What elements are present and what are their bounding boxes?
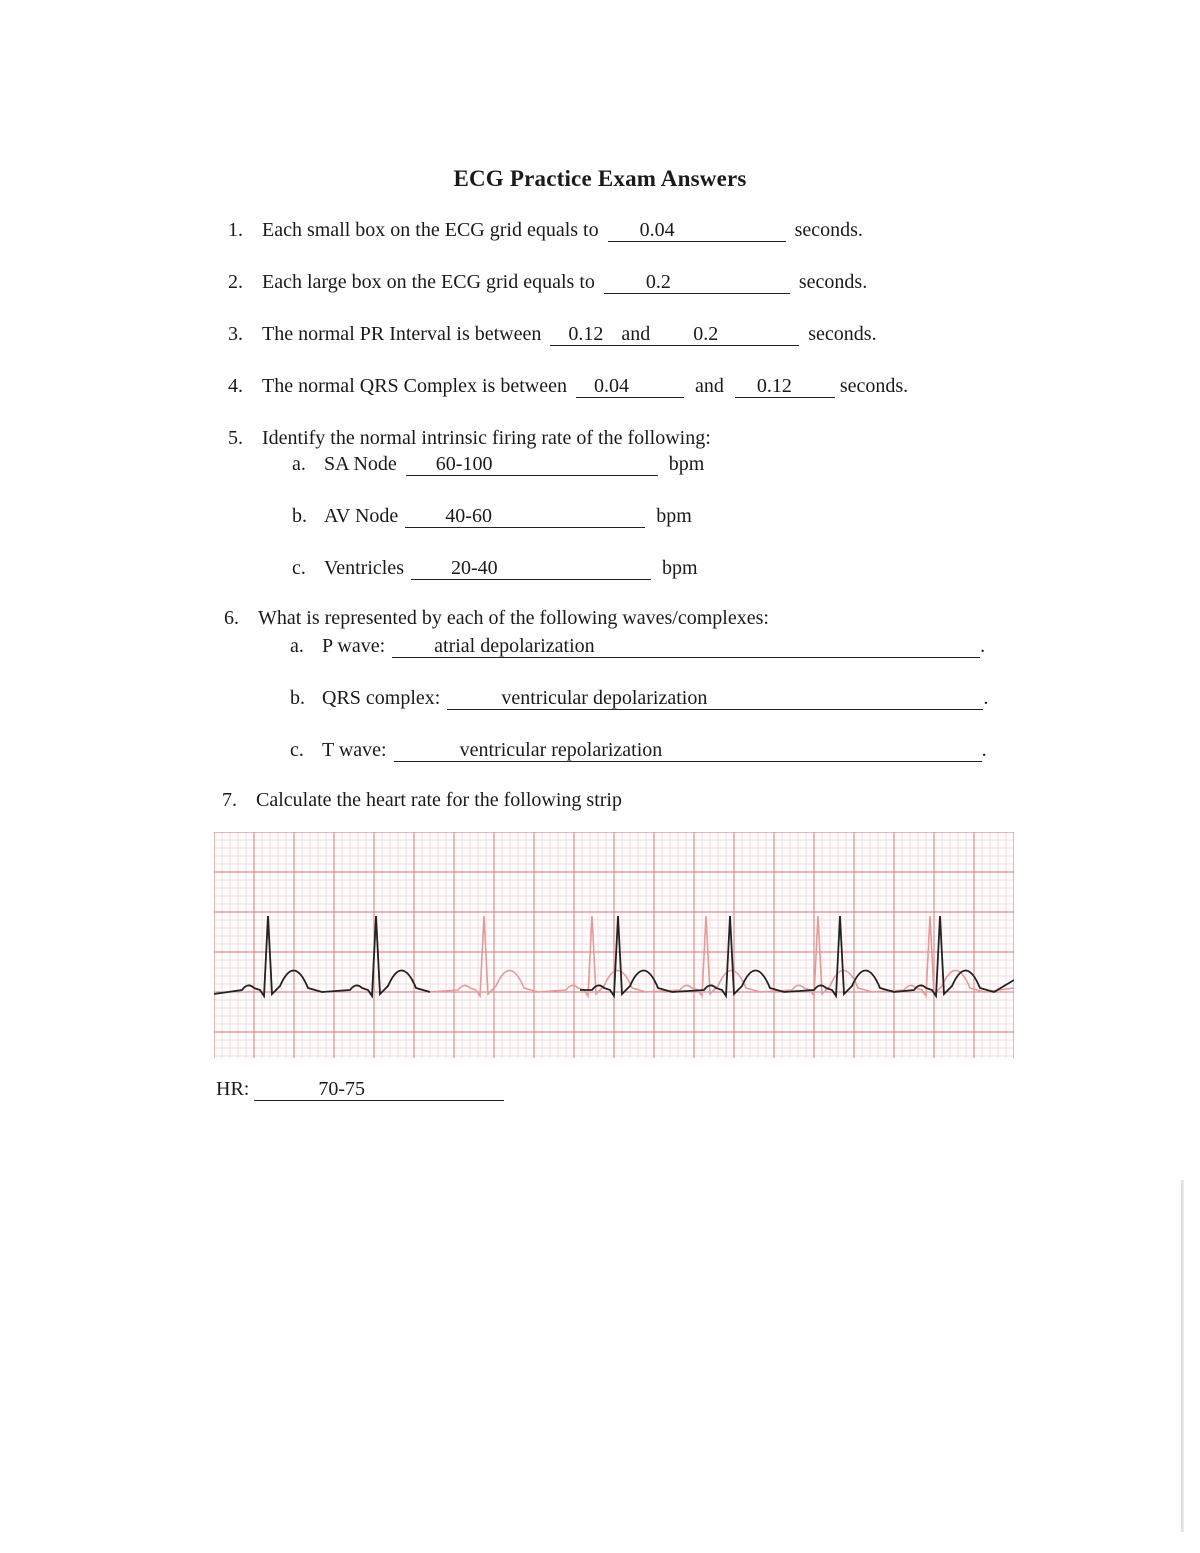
question-6b	[290, 686, 988, 710]
answer-value: 60-100	[435, 453, 493, 475]
hr-label: HR:	[216, 1078, 250, 1100]
answer-blank[interactable]	[447, 688, 983, 710]
answer-blank[interactable]	[608, 220, 786, 242]
item-letter: a.	[292, 453, 306, 475]
question-number: 2.	[228, 271, 243, 293]
question-6c	[290, 738, 987, 762]
answer-blank[interactable]	[392, 636, 980, 658]
question-2	[228, 270, 867, 294]
item-label: P wave:	[322, 635, 386, 657]
question-text: Calculate the heart rate for the following strip	[256, 789, 622, 811]
question-5c	[292, 556, 698, 580]
unit-label: seconds.	[794, 219, 863, 241]
item-label: T wave:	[322, 739, 387, 761]
question-text: The normal QRS Complex is between	[262, 375, 567, 397]
answer-blank[interactable]	[394, 740, 982, 762]
item-letter: a.	[290, 635, 304, 657]
answer-value: 0.2	[645, 271, 671, 293]
item-letter: c.	[290, 739, 304, 761]
question-4	[228, 374, 908, 398]
unit-label: bpm	[661, 557, 698, 579]
answer-value: 0.2	[693, 323, 719, 345]
question-text: What is represented by each of the following waves/complexes:	[258, 607, 769, 629]
heart-rate-answer	[216, 1078, 504, 1101]
period: .	[980, 635, 986, 657]
answer-value: 70-75	[318, 1078, 366, 1100]
question-text: Identify the normal intrinsic firing rate of the following:	[262, 427, 711, 449]
question-5a	[292, 452, 704, 476]
answer-blank-2[interactable]	[663, 324, 799, 346]
question-number: 1.	[228, 219, 243, 241]
item-letter: c.	[292, 557, 306, 579]
item-letter: b.	[292, 505, 307, 527]
unit-label: seconds.	[798, 271, 868, 293]
answer-blank[interactable]	[406, 454, 658, 476]
answer-blank-1[interactable]	[576, 376, 684, 398]
item-label: SA Node	[324, 453, 397, 475]
question-number: 6.	[224, 607, 239, 629]
answer-value: 0.04	[639, 219, 675, 241]
question-5	[228, 426, 711, 450]
question-text: Each large box on the ECG grid equals to	[262, 271, 595, 293]
answer-value: ventricular repolarization	[459, 739, 663, 761]
ecg-strip	[214, 832, 1014, 1058]
answer-value: 0.12	[568, 323, 604, 345]
question-number: 7.	[222, 789, 237, 811]
question-6	[224, 606, 769, 630]
item-letter: b.	[290, 687, 305, 709]
answer-blank-2[interactable]	[735, 376, 835, 398]
answer-blank-1[interactable]	[550, 324, 668, 346]
answer-value: ventricular depolarization	[501, 687, 708, 709]
period: .	[981, 739, 987, 761]
question-3	[228, 322, 877, 346]
item-label: QRS complex:	[322, 687, 441, 709]
answer-blank[interactable]	[411, 558, 651, 580]
scan-edge-shadow	[1181, 1180, 1184, 1532]
question-number: 5.	[228, 427, 243, 449]
answer-value: 0.12	[756, 375, 792, 397]
question-text: Each small box on the ECG grid equals to	[262, 219, 599, 241]
unit-label: seconds.	[808, 323, 877, 345]
page-title: ECG Practice Exam Answers	[453, 166, 747, 191]
answer-value: 20-40	[450, 557, 498, 579]
question-7	[222, 788, 622, 812]
answer-value: 40-60	[445, 505, 492, 527]
ecg-grid-major	[214, 832, 1014, 1058]
answer-value: 0.04	[593, 375, 629, 397]
and-label: and	[694, 375, 724, 397]
unit-label: bpm	[668, 453, 705, 475]
unit-label: bpm	[656, 505, 692, 527]
answer-value: atrial depolarization	[434, 635, 595, 657]
and-label: and	[621, 323, 651, 345]
unit-label: seconds.	[839, 375, 909, 397]
question-1	[228, 218, 863, 242]
answer-blank[interactable]	[405, 506, 645, 528]
question-5b	[292, 504, 692, 528]
question-6a	[290, 634, 985, 658]
question-text: The normal PR Interval is between	[262, 323, 542, 345]
answer-blank[interactable]	[254, 1079, 504, 1101]
question-number: 3.	[228, 323, 243, 345]
item-label: AV Node	[324, 505, 399, 527]
item-label: Ventricles	[324, 557, 404, 579]
period: .	[983, 687, 989, 709]
question-number: 4.	[228, 375, 243, 397]
answer-blank[interactable]	[604, 272, 790, 294]
